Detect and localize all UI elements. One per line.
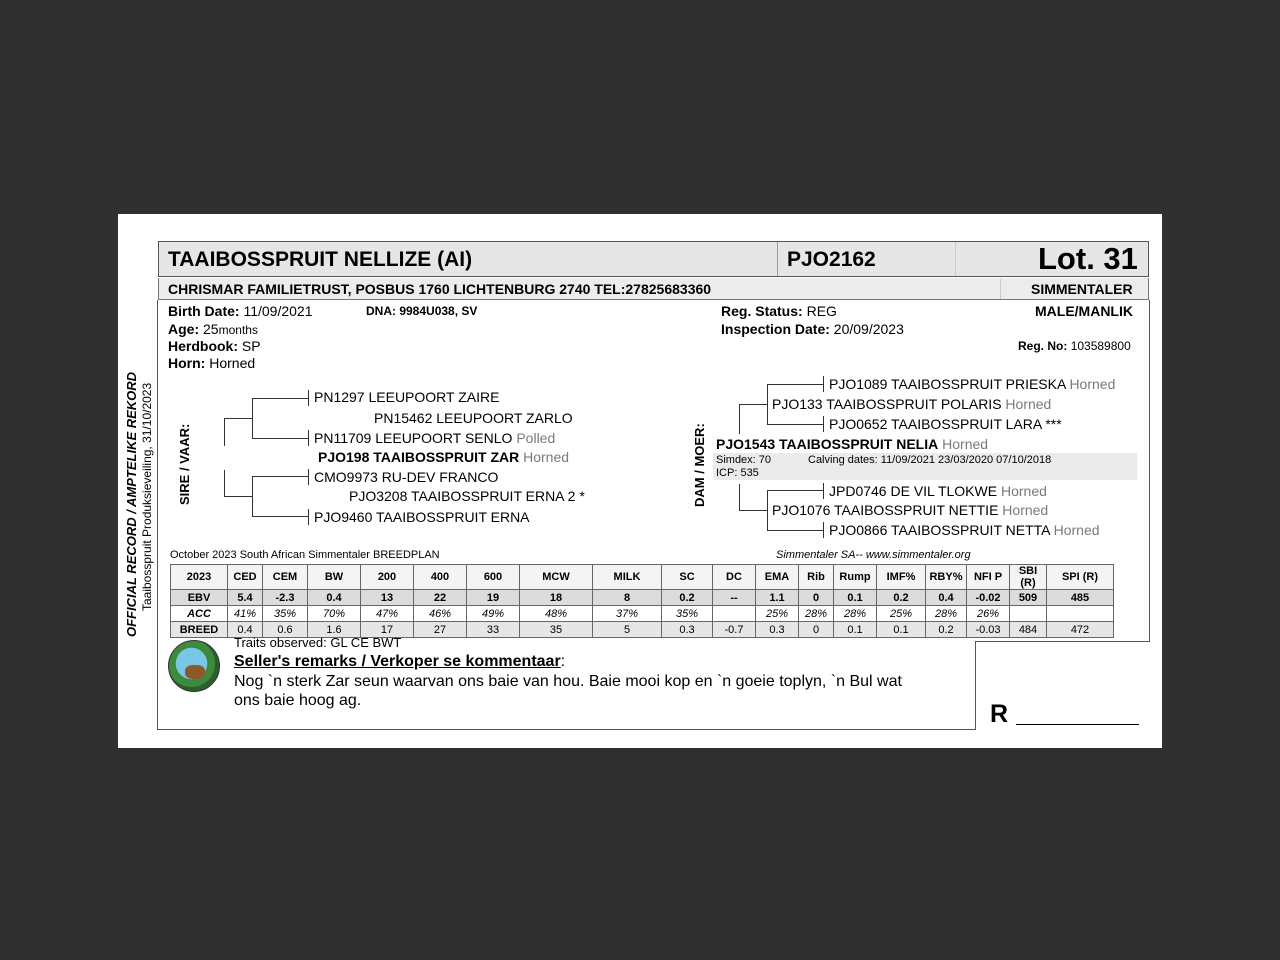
ebv-cell: 8 [593,590,662,606]
ebv-cell: 35% [263,606,308,622]
ebv-cell: 1.1 [756,590,799,606]
ebv-cell: 25% [756,606,799,622]
ebv-cell: 35 [520,622,593,638]
ebv-cell [1010,606,1047,622]
ebv-cell: 22 [414,590,467,606]
ebv-cell: 200 [361,565,414,590]
ebv-table [170,564,1114,638]
ebv-cell: EBV [171,590,228,606]
ebv-cell: 0.4 [926,590,967,606]
ebv-cell: -0.02 [967,590,1010,606]
sire: PJO198 TAAIBOSSPRUIT ZAR Horned [318,449,570,465]
ebv-cell: 27 [414,622,467,638]
sale-label: Taaibosspruit Produksieveiling, 31/10/2023 [140,382,154,611]
ebv-row [171,590,1114,606]
ebv-cell: 28% [799,606,834,622]
icp: ICP: 535 [716,467,759,479]
remarks-heading: Seller's remarks / Verkoper se kommentaar: [234,653,566,670]
ebv-cell: 47% [361,606,414,622]
ebv-cell: 600 [467,565,520,590]
ebv-cell: CED [228,565,263,590]
sex: MALE/MANLIK [1035,303,1133,319]
ebv-header-row [171,565,1114,590]
breedplan-title: October 2023 South African Simmentaler BREEDPLAN [170,549,440,561]
ebv-cell: 0 [799,622,834,638]
ebv-cell: 41% [228,606,263,622]
dam-sire-sire: PJO1089 TAAIBOSSPRUIT PRIESKA Horned [829,376,1116,392]
reg-number: Reg. No: 103589800 [1018,339,1131,353]
ebv-cell: 19 [467,590,520,606]
ebv-cell: 35% [662,606,713,622]
ebv-cell: Rib [799,565,834,590]
ebv-cell: 70% [308,606,361,622]
calving-dates: Calving dates: 11/09/2021 23/03/2020 07/10/2018 [808,454,1052,466]
ebv-cell: 1.6 [308,622,361,638]
dam-sire-dam: PJO0652 TAAIBOSSPRUIT LARA *** [829,416,1062,432]
dam-dam: PJO1076 TAAIBOSSPRUIT NETTIE Horned [772,502,1049,518]
ebv-cell: 28% [926,606,967,622]
sire-dam: PJO3208 TAAIBOSSPRUIT ERNA 2 * [349,488,585,504]
ebv-cell: SBI (R) [1010,565,1047,590]
ebv-cell: 0.2 [926,622,967,638]
acc-row [171,606,1114,622]
breedplan-source: Simmentaler SA-- www.simmentaler.org [776,549,971,561]
ebv-cell: 5 [593,622,662,638]
dam-label: DAM / MOER: [692,423,707,507]
ebv-cell: MILK [593,565,662,590]
ebv-cell: 0.2 [877,590,926,606]
ebv-cell: SC [662,565,713,590]
ebv-cell [713,606,756,622]
ebv-cell: 37% [593,606,662,622]
ebv-cell: 0.3 [756,622,799,638]
ebv-cell: 2023 [171,565,228,590]
ebv-cell: 0.4 [308,590,361,606]
reg-status: Reg. Status: REG [721,303,837,319]
breed-name: SIMMENTALER [1031,281,1133,297]
official-record-label: OFFICIAL RECORD / AMPTELIKE REKORD [124,371,139,637]
remarks-line-1: Nog `n sterk Zar seun waarvan ons baie van hou. Baie mooi kop en `n goeie toplyn, `n Bul wat [234,673,902,690]
ebv-cell: 18 [520,590,593,606]
dam: PJO1543 TAAIBOSSPRUIT NELIA Horned [716,436,989,452]
dam-sire: PJO133 TAAIBOSSPRUIT POLARIS Horned [772,396,1052,412]
lot-number: Lot. 31 [1038,241,1138,276]
ebv-cell: 0.3 [662,622,713,638]
ebv-cell: 49% [467,606,520,622]
ebv-cell: 0.1 [834,590,877,606]
ebv-cell: -0.03 [967,622,1010,638]
sire-dam-dam: PJO9460 TAAIBOSSPRUIT ERNA [314,509,530,525]
dam-dam-sire: JPD0746 DE VIL TLOKWE Horned [829,483,1047,499]
sire-sire-dam: PN11709 LEEUPOORT SENLO Polled [314,430,556,446]
ebv-cell: BREED [171,622,228,638]
sire-sire-sire: PN1297 LEEUPOORT ZAIRE [314,389,500,405]
sire-sire: PN15462 LEEUPOORT ZARLO [374,410,573,426]
ebv-cell: 484 [1010,622,1047,638]
horn-status: Horn: Horned [168,355,256,371]
ebv-cell: 25% [877,606,926,622]
price-label: R [990,700,1009,728]
age: Age: 25months [168,321,258,337]
ebv-cell: DC [713,565,756,590]
ebv-cell: BW [308,565,361,590]
birth-date: Birth Date: 11/09/2021 [168,303,313,319]
ebv-cell: 13 [361,590,414,606]
animal-name: TAAIBOSSPRUIT NELLIZE (AI) [168,248,473,271]
ebv-cell: 46% [414,606,467,622]
dna-info: DNA: 9984U038, SV [366,304,478,318]
ebv-cell: CEM [263,565,308,590]
inspection-date: Inspection Date: 20/09/2023 [721,321,904,337]
simdex: Simdex: 70 [716,454,772,466]
ebv-cell: 400 [414,565,467,590]
price-field[interactable] [1016,724,1139,725]
ebv-cell: 48% [520,606,593,622]
ebv-cell: IMF% [877,565,926,590]
ebv-cell: EMA [756,565,799,590]
ebv-cell: SPI (R) [1047,565,1114,590]
ebv-cell: -- [713,590,756,606]
ebv-cell: ACC [171,606,228,622]
ebv-cell: 0.1 [877,622,926,638]
ebv-cell: 0.4 [228,622,263,638]
ebv-cell: 472 [1047,622,1114,638]
ebv-cell: 0.1 [834,622,877,638]
owner-line: CHRISMAR FAMILIETRUST, POSBUS 1760 LICHTENBURG 2740 TEL:27825683360 [168,281,712,297]
ebv-cell: 485 [1047,590,1114,606]
ebv-cell: -2.3 [263,590,308,606]
ebv-cell: RBY% [926,565,967,590]
ebv-cell: MCW [520,565,593,590]
herdbook: Herdbook: SP [168,338,261,354]
simmentaler-logo [168,640,220,692]
traits-observed: Traits observed: GL CE BWT [234,635,402,650]
ebv-cell: 17 [361,622,414,638]
dam-dam-dam: PJO0866 TAAIBOSSPRUIT NETTA Horned [829,522,1100,538]
remarks-line-2: ons baie hoog ag. [234,692,362,709]
ebv-cell: 33 [467,622,520,638]
ebv-cell: 509 [1010,590,1047,606]
ebv-cell: 5.4 [228,590,263,606]
ebv-cell: 0 [799,590,834,606]
ebv-cell: Rump [834,565,877,590]
ebv-cell: 0.6 [263,622,308,638]
ebv-cell: 28% [834,606,877,622]
ebv-cell: NFI P [967,565,1010,590]
ebv-cell: -0.7 [713,622,756,638]
ebv-cell: 0.2 [662,590,713,606]
sire-label: SIRE / VAAR: [177,423,192,505]
ebv-cell [1047,606,1114,622]
animal-id: PJO2162 [787,248,876,271]
ebv-cell: 26% [967,606,1010,622]
sire-dam-sire: CMO9973 RU-DEV FRANCO [314,469,499,485]
